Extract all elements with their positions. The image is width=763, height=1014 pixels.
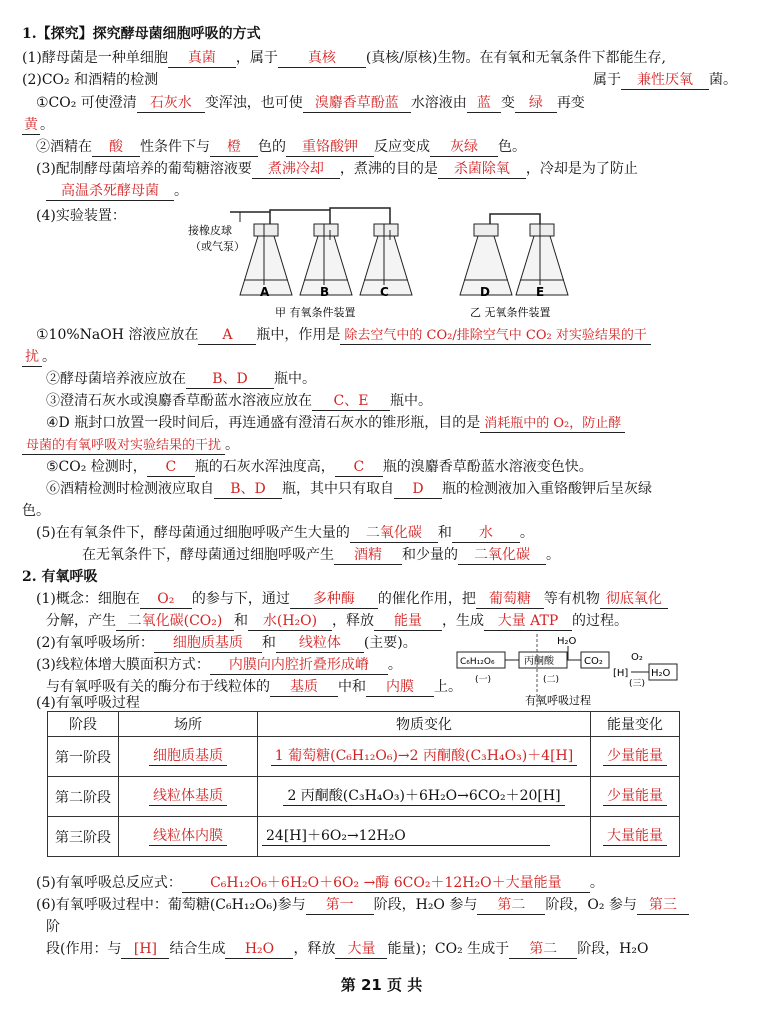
text: 结合生成 xyxy=(169,941,226,957)
text: (真核/原核)生物。在有氧和无氧条件下都能生存, xyxy=(365,50,666,66)
text: (2)有氧呼吸场所： xyxy=(36,635,154,651)
answer-blank: 扰 xyxy=(22,349,42,367)
table-row xyxy=(48,817,680,857)
flask-b xyxy=(300,224,352,299)
answer-blank: C₆H₁₂O₆＋6H₂O＋6O₂ →酶 6CO₂＋12H₂O＋大量能量 xyxy=(182,875,590,893)
p3-line xyxy=(36,159,638,179)
answer-blank: 2 丙酮酸(C₃H₄O₃)＋6H₂O→6CO₂＋20[H] xyxy=(283,788,564,806)
c4-line xyxy=(36,693,140,713)
text: 瓶，其中只有取自 xyxy=(282,481,394,497)
answer-blank: 石灰水 xyxy=(137,95,205,113)
text: 变浑浊，也可使 xyxy=(204,95,303,111)
text: 色的 xyxy=(258,139,286,155)
c3-line xyxy=(36,655,402,675)
answer-blank: 线粒体 xyxy=(276,635,364,653)
text: ④D 瓶封口放置一段时间后，再连通盛有澄清石灰水的锥形瓶，目的是 xyxy=(46,415,481,431)
text: 与有氧呼吸有关的酶分布于线粒体的 xyxy=(46,679,270,695)
flask-c xyxy=(360,224,412,299)
text: (2)CO₂ 和酒精的检测 xyxy=(22,72,159,88)
table-cell xyxy=(258,737,591,777)
answer-blank: C xyxy=(335,459,383,477)
table-header: 阶段 xyxy=(48,712,119,737)
text: 瓶中。 xyxy=(390,393,432,409)
text: 。 xyxy=(546,547,560,563)
table-row xyxy=(48,737,680,777)
table-cell: 第三阶段 xyxy=(48,817,119,857)
answer-blank: H₂O xyxy=(225,941,293,959)
text: ⑥酒精检测时检测液应取自 xyxy=(46,481,214,497)
c6-cont xyxy=(46,917,60,937)
q1-cont xyxy=(22,347,56,367)
caption-aerobic: 甲 有氧条件装置 xyxy=(275,306,356,319)
tube-label-2: （或气泵） xyxy=(190,240,245,253)
text: (3)线粒体增大膜面积方式： xyxy=(36,657,210,673)
table-cell xyxy=(591,817,680,857)
text: 。 xyxy=(225,437,240,453)
text: 的催化作用，把 xyxy=(377,591,476,607)
c6-line xyxy=(36,895,689,915)
text: 等有机物 xyxy=(543,591,600,607)
text: 的参与下，通过 xyxy=(191,591,290,607)
q5-line xyxy=(46,457,593,477)
flow-step2: (二) xyxy=(543,675,560,685)
flask-e-label: E xyxy=(536,285,545,299)
answer-blank: 葡萄糖 xyxy=(476,591,544,609)
table-header: 物质变化 xyxy=(258,712,591,737)
flow-o2: O₂ xyxy=(631,652,643,663)
answer-blank: 绿 xyxy=(515,95,557,113)
answer-blank: 母菌的有氧呼吸对实验结果的干扰 xyxy=(22,437,225,455)
text: 中和 xyxy=(338,679,366,695)
text: 属于 xyxy=(593,72,621,88)
text: 再变 xyxy=(556,95,585,111)
flow-h: [H] xyxy=(613,668,629,679)
tube-label-1: 接橡皮球 xyxy=(188,224,232,237)
answer-blank: B、D xyxy=(186,371,274,389)
table-cell xyxy=(258,777,591,817)
text: 分解，产生 xyxy=(46,613,116,629)
p2-1-cont xyxy=(22,115,54,135)
answer-blank: 第三 xyxy=(637,897,689,915)
q3-line xyxy=(46,391,432,411)
answer-blank: 真菌 xyxy=(168,50,236,68)
answer-blank: 内膜 xyxy=(366,679,434,697)
text: 瓶的石灰水浑浊度高， xyxy=(194,459,335,475)
text: 和 xyxy=(261,635,276,651)
p1-line xyxy=(22,48,666,68)
answer-blank: 内膜向内腔折叠形成嵴 xyxy=(210,657,388,675)
table-row xyxy=(48,777,680,817)
flask-a xyxy=(240,224,292,299)
answer-blank: A xyxy=(198,327,256,345)
text: 和 xyxy=(234,613,248,629)
text: ①10%NaOH 溶液应放在 xyxy=(36,327,199,343)
c1-line xyxy=(36,589,668,609)
answer-blank: 线粒体内膜 xyxy=(149,828,227,846)
answer-blank: C xyxy=(147,459,195,477)
text: 色。 xyxy=(498,139,526,155)
text: (4)实验装置： xyxy=(36,208,126,224)
table-cell xyxy=(119,777,258,817)
text: ①CO₂ 可使澄清 xyxy=(36,95,137,111)
section2-title: 2. 有氧呼吸 xyxy=(22,569,98,585)
table-cell xyxy=(258,817,591,857)
q1-line xyxy=(36,325,651,345)
p2-line xyxy=(22,70,158,90)
answer-blank: 少量能量 xyxy=(603,788,667,806)
q4-line xyxy=(46,413,625,433)
answer-blank: 酸 xyxy=(92,139,140,157)
answer-blank: 24[H]＋6O₂→12H₂O xyxy=(262,828,550,846)
answer-blank: 第一 xyxy=(306,897,374,915)
text: (6)有氧呼吸过程中：葡萄糖(C₆H₁₂O₆)参与 xyxy=(36,897,306,913)
q4-cont xyxy=(22,435,239,455)
table-cell xyxy=(119,817,258,857)
text: ③澄清石灰水或溴麝香草酚蓝水溶液应放在 xyxy=(46,393,312,409)
answer-blank: 大量 ATP xyxy=(484,613,572,631)
p4-line xyxy=(36,206,126,226)
answer-blank: 水 xyxy=(452,525,520,543)
answer-blank: 兼性厌氧 xyxy=(621,72,709,90)
answer-blank: 煮沸冷却 xyxy=(252,161,340,179)
answer-blank: 蓝 xyxy=(467,95,501,113)
q2-line xyxy=(46,369,316,389)
answer-blank: 水(H₂O) xyxy=(248,613,332,631)
text: 。 xyxy=(519,525,534,541)
text: (5)在有氧条件下，酵母菌通过细胞呼吸产生大量的 xyxy=(36,525,350,541)
apparatus-diagram xyxy=(180,200,620,320)
table-header: 场所 xyxy=(119,712,258,737)
p2-2-line xyxy=(36,137,526,157)
answer-blank: 消耗瓶中的 O₂，防止酵 xyxy=(480,415,625,433)
p2-1-line xyxy=(36,93,585,113)
answer-blank: 橙 xyxy=(210,139,258,157)
answer-blank: 基质 xyxy=(270,679,338,697)
answer-blank: 杀菌除氧 xyxy=(438,161,526,179)
c5-line xyxy=(36,873,604,893)
answer-blank: 高温杀死酵母菌 xyxy=(46,183,174,201)
flow-caption: 有氧呼吸过程 xyxy=(525,694,591,707)
text: ，释放 xyxy=(332,613,374,629)
text: 。 xyxy=(40,117,54,133)
text: 。 xyxy=(387,657,402,673)
answer-blank: 细胞质基质 xyxy=(154,635,262,653)
flow-glucose: C₆H₁₂O₆ xyxy=(460,657,495,667)
flask-c-label: C xyxy=(380,285,389,299)
table-cell: 第一阶段 xyxy=(48,737,119,777)
text: ，煮沸的目的是 xyxy=(339,161,438,177)
text: (3)配制酵母菌培养的葡萄糖溶液要 xyxy=(36,161,252,177)
q6-cont xyxy=(22,501,50,521)
flow-step3: (三) xyxy=(629,679,646,689)
answer-blank: 大量 xyxy=(335,941,387,959)
text: (主要)。 xyxy=(363,635,417,651)
respiration-flow-diagram xyxy=(455,632,695,708)
answer-blank: 溴麝香草酚蓝 xyxy=(303,95,411,113)
answer-blank: 除去空气中的 CO₂/排除空气中 CO₂ 对实验结果的干 xyxy=(340,327,650,345)
text: 瓶中，作用是 xyxy=(256,327,341,343)
answer-blank: D xyxy=(394,481,442,499)
answer-blank: O₂ xyxy=(140,591,192,609)
text: 反应变成 xyxy=(374,139,430,155)
text: 性条件下与 xyxy=(140,139,210,155)
answer-blank: 二氧化碳 xyxy=(458,547,546,565)
q6-line xyxy=(46,479,652,499)
answer-blank: 1 葡萄糖(C₆H₁₂O₆)→2 丙酮酸(C₃H₄O₃)＋4[H] xyxy=(271,748,577,766)
p5-line2 xyxy=(82,545,560,565)
text: 的过程。 xyxy=(572,613,628,629)
flask-e xyxy=(516,224,568,299)
text: 阶段，H₂O xyxy=(577,941,649,957)
c7-line xyxy=(46,939,649,959)
text: (1)酵母菌是一种单细胞 xyxy=(22,50,168,66)
table-header-row xyxy=(48,712,680,737)
answer-blank: 能量 xyxy=(374,613,442,631)
text: 菌。 xyxy=(709,72,737,88)
answer-blank: 灰绿 xyxy=(430,139,498,157)
text: 阶 xyxy=(46,919,60,935)
text: 瓶的溴麝香草酚蓝水溶液变色快。 xyxy=(382,459,593,475)
answer-blank: 二氧化碳(CO₂) xyxy=(116,613,234,631)
answer-blank: 黄 xyxy=(24,117,38,133)
text: 变 xyxy=(500,95,515,111)
text: (5)有氧呼吸总反应式： xyxy=(36,875,182,891)
text: 和 xyxy=(437,525,452,541)
page-footer: 第 21 页 共 xyxy=(340,976,423,994)
flow-h2o-in: H₂O xyxy=(557,636,577,647)
text: 和少量的 xyxy=(402,547,458,563)
answer-blank: 线粒体基质 xyxy=(149,788,227,806)
flask-d-label: D xyxy=(480,285,490,299)
answer-blank: C、E xyxy=(312,393,390,411)
text: ，属于 xyxy=(235,50,278,66)
text: ②酒精在 xyxy=(36,139,92,155)
table-header: 能量变化 xyxy=(591,712,680,737)
text: 瓶中。 xyxy=(274,371,316,387)
p5-line xyxy=(36,523,534,543)
text: 能量)；CO₂ 生成于 xyxy=(387,941,510,957)
p3-cont xyxy=(46,181,188,201)
text: (4)有氧呼吸过程 xyxy=(36,695,140,711)
c1-cont xyxy=(46,611,628,631)
text: 段(作用：与 xyxy=(46,941,122,957)
answer-blank: 细胞质基质 xyxy=(149,748,227,766)
text: 。 xyxy=(589,875,604,891)
flow-step1: (一) xyxy=(475,675,492,685)
flask-d xyxy=(460,224,512,299)
text: (1)概念：细胞在 xyxy=(36,591,140,607)
answer-blank: [H] xyxy=(121,941,169,959)
text: ⑤CO₂ 检测时， xyxy=(46,459,147,475)
table-cell xyxy=(591,777,680,817)
p1-end xyxy=(593,70,737,90)
text: ，生成 xyxy=(442,613,484,629)
answer-blank: 多种酶 xyxy=(290,591,378,609)
answer-blank: 二氧化碳 xyxy=(350,525,438,543)
flask-a-label: A xyxy=(260,285,270,299)
c2-line xyxy=(36,633,417,653)
text: 水溶液由 xyxy=(410,95,467,111)
table-cell xyxy=(119,737,258,777)
flow-co2: CO₂ xyxy=(584,656,603,667)
answer-blank: B、D xyxy=(214,481,282,499)
answer-blank: 第二 xyxy=(477,897,545,915)
caption-anaerobic: 乙 无氧条件装置 xyxy=(470,306,551,319)
flow-h2o-out: H₂O xyxy=(651,668,671,679)
aerobic-table xyxy=(47,711,680,857)
text: ，冷却是为了防止 xyxy=(525,161,638,177)
text: ，释放 xyxy=(293,941,336,957)
answer-blank: 真核 xyxy=(278,50,366,68)
text: ②酵母菌培养液应放在 xyxy=(46,371,186,387)
answer-blank: 重铬酸钾 xyxy=(286,139,374,157)
answer-blank: 大量能量 xyxy=(603,828,667,846)
text: 阶段，O₂ 参与 xyxy=(545,897,637,913)
table-cell xyxy=(591,737,680,777)
flow-pyruvate: 丙酮酸 xyxy=(524,656,554,667)
text: 在无氧条件下，酵母菌通过细胞呼吸产生 xyxy=(82,547,334,563)
answer-blank: 彻底氧化 xyxy=(600,591,668,609)
text: 上。 xyxy=(434,679,462,695)
flask-b-label: B xyxy=(320,285,330,299)
answer-blank: 酒精 xyxy=(334,547,402,565)
section1-title: 1.【探究】探究酵母菌细胞呼吸的方式 xyxy=(22,26,261,42)
text: 色。 xyxy=(22,503,50,519)
table-cell: 第二阶段 xyxy=(48,777,119,817)
text: 。 xyxy=(42,349,56,365)
text: 阶段，H₂O 参与 xyxy=(373,897,478,913)
text: 。 xyxy=(174,183,188,199)
answer-blank: 第二 xyxy=(509,941,577,959)
text: 瓶的检测液加入重铬酸钾后呈灰绿 xyxy=(442,481,652,497)
answer-blank: 少量能量 xyxy=(603,748,667,766)
